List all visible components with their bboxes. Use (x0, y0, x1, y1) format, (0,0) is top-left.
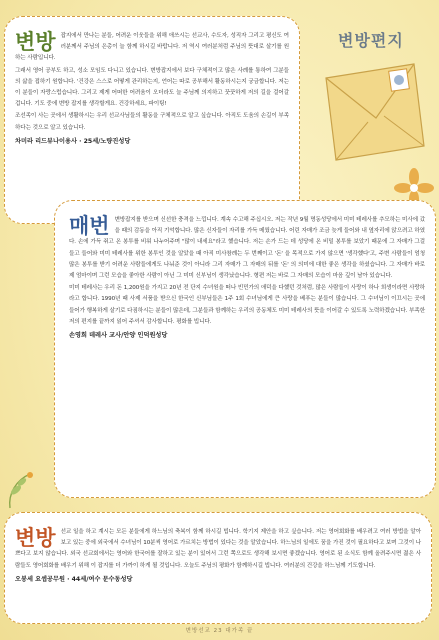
letter-author: 오봉세 요셉공무원 · 44세/여수 문수동성당 (15, 575, 133, 583)
letter-card-1 (4, 16, 300, 224)
page-footer: 변방선교 23 대가족 끝 (185, 628, 254, 634)
letter-paragraph: 잡지에서 만나는 분들, 어려운 이웃들을 위해 애쓰시는 선교사, 수도자, 성직자 그리고 평신도 여러분께서 주님의 은총이 늘 함께 하시길 바랍니다. 저 역시 여러분처럼 주님의 뜻대로 살기를 원하는 사람입니다. (15, 33, 289, 62)
section-title: 변방편지 (338, 31, 404, 50)
letter-initial: 변방 (15, 525, 56, 550)
letter-paragraph: 변방잡지를 받으며 신선한 충격을 느낍니다. 계속 수고해 주십시오. 저는 작년 9월 명동성당에서 미미 테레사를 추모하는 미사에 갔을 때의 감동을 아직 기억합니다. 많은 신자들이 자리를 가득 메웠습니다. 어린 자매가 조금 늦게 들어와 내 옆자리에 앉으려고 하였다. 손에 가득 쥐고 온 봉투를 비워 나누어주며 "많이 내세요"라고 했습니다. 저는 손가 드는 데 성당에 온 비밀 봉투를 보았기 때문에 그 자매가 그걸 들고 들어와 미미 테레사를 위한 봉투인 것을 알았을 때 아직 미사참례는 두 번째이고 '돈' 을 목적으로 가지 않으면 '생각했다'고, 주변 사람들이 엄청 많은 봉투를 받기 어려운 사람들에게도 나눠준 것이 아니라 그리 자매가 그 자매의 뒤를 '돈' 의 의미에 대한 좋은 생각을 하셨습니다. 그 자매가 바로 제 엄마이며 그런 모습을 좋아한 사람이 아닌 그 미미 신부님이 생각났습니다. 형편 저는 바로 그 자매의 모습이 마음 깊이 남아 있습니다. (69, 217, 425, 280)
letter-paragraph: 선교 일을 하고 계시는 모든 분들에게 하느님의 축복이 함께 하시길 빕니다. 학기지 제안을 하고 싶습니다. 저는 영어회화를 배우려고 여러 방법을 알아보고 있는 중에 외국에서 수녀님이 10분씩 영어로 가르치는 방법이 있다는 것을 알았습니다. 하느님의 일에도 꿈을 가진 것이 필요하다고 보며 그것이 나쁘다고 보지 않습니다. 외국 선교회에서는 영어와 한국어를 잘하고 있는 분이 있어서 그런 쪽으로도 생각해 보시면 좋겠습니다. 영어로 된 소식도 함께 올려주시면 젊은 사람들도 영어회화를 배우기 위해 이 잡지를 더 가까이 하게 될 것입니다. 오늘도 주님의 평화가 함께하시길 빕니다. 여러분의 건강을 하느님께 기도합니다. (15, 529, 421, 569)
letter-paragraph: 미미 테레사는 우리 돈 1,200원을 가지고 20년 전 단지 수녀원을 떠나 빈민가의 애덕을 다했던 것처럼, 많은 사람들이 사랑이 하나 희생이라면 사랑하라고 합니다. 1990년 때 사제 서품을 받으신 한국인 신부님들은 1주 1회 수녀님에게 큰 사랑을 베푸는 분들이 많습니다. 그 수녀님이 이끄시는 곳에 들어가 행복하게 살기로 다짐하시는 분들이 많은데, 그분들과 함께하는 우리의 공동체도 미미 테레사의 뜻을 이어갈 수 있도록 노력하겠습니다. 부족한 저의 편지를 끝까지 읽어 주셔서 감사합니다. 평화를 빕니다. (69, 285, 425, 325)
letter-paragraph: 그래서 영어 공부도 하고, 성소 모임도 다니고 있습니다. 변방잡지에서 보다 구체적이고 많은 사례를 통하여 그분들의 삶을 접하기 원합니다. '건강은 스스로 어떻게 관리하는지, 언어는 따로 공부해서 활동하시는지 궁금합니다. 저는 이 분들이 자랑스럽습니다. 그리고 제게 어떠한 어려움이 오더라도 늘 주님께 의지하고 꿋꿋하게 저의 길을 걸어갈 겁니다. 기도 중에 변방 잡지를 생각할게요. 건강하세요, 파이팅! (15, 67, 289, 108)
letter-card-2 (54, 200, 436, 498)
letter-initial: 변방 (15, 29, 56, 54)
envelope-icon (318, 60, 428, 164)
letter-author: 손영희 데레사 교사/안양 인덕원성당 (69, 332, 168, 340)
letter-card-3 (4, 512, 432, 624)
letter-author: 차미라 리드뷰나이용사 · 25세/노량진성당 (15, 137, 131, 145)
leaf-decoration-icon (2, 470, 36, 510)
letter-paragraph: 조선족이 사는 곳에서 생활하시는 우리 선교사님들의 활동을 구체적으로 알고 싶습니다. 아직도 도움의 손길이 부족하다는 것으로 알고 있습니다. (15, 113, 289, 131)
letter-initial: 매번 (69, 213, 110, 238)
